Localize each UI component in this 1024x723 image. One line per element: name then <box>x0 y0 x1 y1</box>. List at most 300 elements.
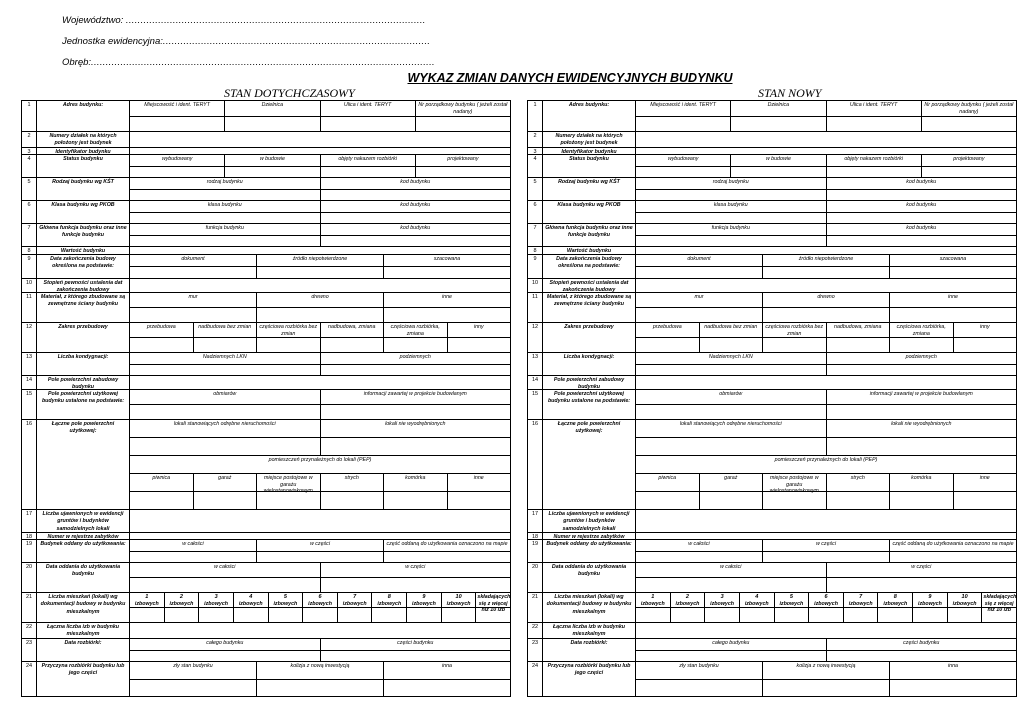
value-cell[interactable] <box>130 267 257 278</box>
left-heading: STAN DOTYCHCZASOWY <box>224 86 355 100</box>
form-row-16 <box>528 420 1016 510</box>
value-cell[interactable] <box>321 578 511 592</box>
field-caption: nadbudowa bez zmian <box>194 323 258 337</box>
value-cell[interactable] <box>130 167 225 178</box>
value-cell[interactable] <box>827 651 1017 662</box>
value-cell[interactable] <box>636 623 1016 638</box>
field-line <box>130 662 510 680</box>
value-cell[interactable] <box>384 680 510 697</box>
value-cell[interactable] <box>827 167 922 178</box>
row-number: 20 <box>22 563 37 592</box>
value-cell[interactable] <box>636 338 700 352</box>
value-cell[interactable] <box>130 623 510 638</box>
field-caption: nadbudowa, zmiana <box>827 323 891 337</box>
value-cell[interactable] <box>384 308 510 322</box>
field-caption: w całości <box>130 540 257 551</box>
field-caption: Ulica i ident. TERYT <box>827 101 922 116</box>
value-cell[interactable] <box>636 680 763 697</box>
value-cell[interactable] <box>372 608 407 622</box>
row-label: Adres budynku: <box>37 101 130 131</box>
field-caption: drewno <box>763 293 890 307</box>
field-line <box>130 279 510 292</box>
field-line <box>636 178 1016 190</box>
row-number: 21 <box>22 593 37 622</box>
field-caption: rodzaj budynku <box>130 178 321 189</box>
value-cell[interactable] <box>321 167 416 178</box>
field-caption: lokali nie wyodrębnionych <box>385 421 446 427</box>
header-block <box>62 14 435 77</box>
value-cell[interactable] <box>130 552 257 563</box>
value-cell[interactable] <box>809 608 844 622</box>
form-row-20 <box>528 563 1016 593</box>
field-line <box>636 255 1016 267</box>
value-cell[interactable] <box>636 578 827 592</box>
row-number: 8 <box>528 247 543 254</box>
form-row-11 <box>528 293 1016 323</box>
field-line <box>636 474 1016 495</box>
row-fields <box>636 201 1016 223</box>
value-cell[interactable] <box>636 190 827 201</box>
field-caption: 8 izbowych <box>372 593 407 607</box>
field-caption: informacji zawartej w projekcie budowlanym <box>363 391 467 397</box>
field-line <box>130 680 510 697</box>
value-cell[interactable] <box>636 236 827 247</box>
row-number: 12 <box>528 323 543 352</box>
value-cell[interactable] <box>982 608 1016 622</box>
form-row-8 <box>22 247 510 255</box>
value-cell[interactable] <box>922 167 1016 178</box>
value-cell[interactable] <box>763 267 890 278</box>
value-cell[interactable] <box>636 167 731 178</box>
row-fields <box>636 155 1016 177</box>
form-row-15 <box>528 390 1016 420</box>
value-cell[interactable] <box>130 438 321 455</box>
row-fields <box>636 101 1016 131</box>
row-label: Przyczyna rozbiórki budynku lub jego części <box>543 662 636 696</box>
field-line <box>130 167 510 178</box>
row-label: Wartość budynku <box>543 247 636 254</box>
value-cell[interactable] <box>130 148 510 154</box>
field-line <box>130 190 510 201</box>
value-cell[interactable] <box>416 167 510 178</box>
field-caption: objęty nakazem rozbiórki <box>321 155 416 166</box>
row-fields <box>130 420 510 509</box>
value-cell[interactable] <box>636 132 1016 147</box>
field-caption: garaż <box>700 474 764 491</box>
value-cell[interactable] <box>130 190 321 201</box>
field-caption: garaż <box>194 474 258 491</box>
field-caption: mur <box>130 293 257 307</box>
field-caption: projektowany <box>953 156 985 162</box>
field-line <box>636 267 1016 278</box>
row-fields <box>636 593 1016 622</box>
row-number: 2 <box>22 132 37 147</box>
value-cell[interactable] <box>913 608 948 622</box>
value-cell[interactable] <box>890 680 1016 697</box>
value-cell[interactable] <box>448 338 511 352</box>
field-caption: piwnica <box>130 474 194 491</box>
value-cell[interactable] <box>636 510 1016 532</box>
value-cell[interactable] <box>384 552 510 563</box>
value-cell[interactable] <box>922 117 1016 132</box>
value-cell[interactable] <box>636 148 1016 154</box>
row-fields <box>636 323 1016 352</box>
value-cell[interactable] <box>636 279 1016 292</box>
row-label: Numer w rejestrze zabytków <box>37 533 130 539</box>
row-label: Numery działek na których położony jest budynek <box>543 132 636 147</box>
value-cell[interactable] <box>130 578 321 592</box>
value-cell[interactable] <box>448 492 511 509</box>
value-cell[interactable] <box>130 608 165 622</box>
field-line <box>130 247 510 254</box>
value-cell[interactable] <box>827 213 1017 224</box>
field-caption: część oddaną do użytkowania oznaczono na mapie <box>892 541 1014 547</box>
row-label: Rodzaj budynku wg KŚT <box>37 178 130 200</box>
value-cell[interactable] <box>442 608 477 622</box>
value-cell[interactable] <box>130 117 225 132</box>
value-cell[interactable] <box>130 279 510 292</box>
wojewodztwo-line: Województwo: ...................................................................................................... <box>62 15 426 26</box>
field-caption: Miejscowość i ident. TERYT <box>130 101 225 116</box>
right-heading: STAN NOWY <box>758 86 822 100</box>
value-cell[interactable] <box>890 267 1016 278</box>
row-label: Główna funkcja budynku oraz inne funkcje budynku <box>37 224 130 246</box>
value-cell[interactable] <box>827 438 1017 455</box>
field-line <box>636 623 1016 638</box>
row-number: 4 <box>528 155 543 177</box>
form-row-3 <box>528 148 1016 155</box>
field-line <box>130 456 510 474</box>
row-number: 20 <box>528 563 543 592</box>
field-caption: 7 izbowych <box>844 593 879 607</box>
jednostka-line: Jednostka ewidencyjna:........................................................................................... <box>62 36 431 47</box>
value-cell[interactable] <box>130 338 194 352</box>
form-row-15 <box>22 390 510 420</box>
field-caption: strych <box>827 474 891 491</box>
row-number: 23 <box>528 639 543 661</box>
value-cell[interactable] <box>827 492 891 509</box>
form-row-3 <box>22 148 510 155</box>
value-cell[interactable] <box>130 533 510 539</box>
field-caption: informacji zawartej w projekcie budowlanym <box>869 391 973 397</box>
field-caption: nadbudowa bez zmian <box>700 323 764 337</box>
value-cell[interactable] <box>827 117 922 132</box>
row-fields <box>130 224 510 246</box>
value-cell[interactable] <box>636 438 827 455</box>
field-line <box>636 552 1016 563</box>
field-caption: podziemnych <box>399 354 431 360</box>
value-cell[interactable] <box>384 267 510 278</box>
value-cell[interactable] <box>225 117 320 132</box>
row-fields <box>636 353 1016 375</box>
row-label: Stopień pewności ustalenia dat zakończenia budowy <box>37 279 130 292</box>
value-cell[interactable] <box>636 267 763 278</box>
field-line <box>130 155 510 167</box>
value-cell[interactable] <box>130 510 510 532</box>
value-cell[interactable] <box>636 405 827 419</box>
row-fields <box>636 563 1016 592</box>
field-caption: szacowana <box>433 256 461 262</box>
field-caption: 4 izbowych <box>740 593 775 607</box>
row-fields <box>130 101 510 131</box>
value-cell[interactable] <box>636 308 763 322</box>
value-cell[interactable] <box>194 338 258 352</box>
field-caption: składających się z więcej niż 10 izb <box>983 594 1017 614</box>
value-cell[interactable] <box>130 236 321 247</box>
value-cell[interactable] <box>269 608 304 622</box>
row-label: Klasa budynku wg PKOB <box>543 201 636 223</box>
value-cell[interactable] <box>827 236 1017 247</box>
form-row-14 <box>528 376 1016 390</box>
form-row-5 <box>528 178 1016 201</box>
form-row-23 <box>528 639 1016 662</box>
value-cell[interactable] <box>890 492 954 509</box>
value-cell[interactable] <box>321 236 511 247</box>
value-cell[interactable] <box>763 338 827 352</box>
row-fields <box>130 563 510 592</box>
value-cell[interactable] <box>384 492 448 509</box>
field-caption: 10 izbowych <box>442 593 477 607</box>
form-row-19 <box>22 540 510 563</box>
field-caption: w części <box>257 540 384 551</box>
form-row-19 <box>528 540 1016 563</box>
row-number: 1 <box>22 101 37 131</box>
row-label: Identyfikator budynku <box>543 148 636 154</box>
field-line <box>130 376 510 389</box>
form-row-13 <box>528 353 1016 376</box>
value-cell[interactable] <box>890 552 1016 563</box>
value-cell[interactable] <box>257 267 384 278</box>
value-cell[interactable] <box>636 365 827 376</box>
value-cell[interactable] <box>731 117 826 132</box>
value-cell[interactable] <box>763 552 890 563</box>
row-label: Główna funkcja budynku oraz inne funkcje budynku <box>543 224 636 246</box>
row-label: Rodzaj budynku wg KŚT <box>543 178 636 200</box>
value-cell[interactable] <box>636 376 1016 389</box>
form-stan-dotychczasowy <box>21 100 511 697</box>
row-number: 11 <box>528 293 543 322</box>
value-cell[interactable] <box>763 308 890 322</box>
form-row-12 <box>22 323 510 353</box>
row-number: 3 <box>528 148 543 154</box>
row-fields <box>636 247 1016 254</box>
field-caption: 9 izbowych <box>913 593 948 607</box>
value-cell[interactable] <box>636 552 763 563</box>
row-number: 18 <box>22 533 37 539</box>
row-fields <box>636 639 1016 661</box>
form-row-4 <box>22 155 510 178</box>
row-label: Data oddania do użytkowania budynku <box>37 563 130 592</box>
field-line <box>130 390 510 405</box>
value-cell[interactable] <box>636 608 671 622</box>
value-cell[interactable] <box>827 405 1017 419</box>
value-cell[interactable] <box>700 492 764 509</box>
value-cell[interactable] <box>130 680 257 697</box>
value-cell[interactable] <box>636 117 731 132</box>
value-cell[interactable] <box>257 680 384 697</box>
value-cell[interactable] <box>257 338 321 352</box>
value-cell[interactable] <box>948 608 983 622</box>
value-cell[interactable] <box>321 492 385 509</box>
value-cell[interactable] <box>199 608 234 622</box>
row-fields <box>130 178 510 200</box>
form-row-23 <box>22 639 510 662</box>
field-line <box>636 390 1016 405</box>
value-cell[interactable] <box>827 338 891 352</box>
value-cell[interactable] <box>321 213 511 224</box>
value-cell[interactable] <box>165 608 200 622</box>
value-cell[interactable] <box>636 247 1016 254</box>
field-line <box>130 101 510 117</box>
field-caption: zły stan budynku <box>130 662 257 679</box>
value-cell[interactable] <box>407 608 442 622</box>
field-caption: 2 izbowych <box>671 593 706 607</box>
field-caption: 9 izbowych <box>407 593 442 607</box>
value-cell[interactable] <box>257 492 321 509</box>
row-number: 2 <box>528 132 543 147</box>
value-cell[interactable] <box>321 405 511 419</box>
value-cell[interactable] <box>827 190 1017 201</box>
field-caption: inne <box>473 475 484 481</box>
value-cell[interactable] <box>954 492 1017 509</box>
value-cell[interactable] <box>890 338 954 352</box>
value-cell[interactable] <box>130 376 510 389</box>
row-number: 16 <box>22 420 37 509</box>
row-fields <box>636 178 1016 200</box>
value-cell[interactable] <box>763 680 890 697</box>
field-caption: pomieszczeń przynależnych do lokali (PEP) <box>774 457 878 463</box>
field-line <box>636 456 1016 474</box>
form-row-10 <box>528 279 1016 293</box>
value-cell[interactable] <box>225 167 320 178</box>
form-row-9 <box>22 255 510 279</box>
value-cell[interactable] <box>130 247 510 254</box>
row-label: Pole powierzchni zabudowy budynku <box>37 376 130 389</box>
row-label: Łączne pole powierzchni użytkowej: <box>37 420 130 509</box>
field-caption: Ulica i ident. TERYT <box>321 101 416 116</box>
field-line <box>636 593 1017 614</box>
value-cell[interactable] <box>384 338 448 352</box>
field-caption: kod budynku <box>906 179 937 185</box>
row-fields <box>636 293 1016 322</box>
field-caption: przebudowa <box>636 323 700 337</box>
row-label: Data zakończenia budowy określona na podstawie: <box>37 255 130 278</box>
row-number: 5 <box>22 178 37 200</box>
value-cell[interactable] <box>303 608 338 622</box>
row-number: 14 <box>22 376 37 389</box>
form-row-2 <box>528 132 1016 148</box>
value-cell[interactable] <box>130 651 321 662</box>
field-caption: 3 izbowych <box>199 593 234 607</box>
value-cell[interactable] <box>827 578 1017 592</box>
value-cell[interactable] <box>636 213 827 224</box>
document-title: WYKAZ ZMIAN DANYCH EWIDENCYJNYCH BUDYNKU <box>407 71 733 85</box>
field-caption: 10 izbowych <box>948 593 983 607</box>
value-cell[interactable] <box>321 117 416 132</box>
row-number: 13 <box>22 353 37 375</box>
value-cell[interactable] <box>731 167 826 178</box>
value-cell[interactable] <box>671 608 706 622</box>
field-caption: lokali stanowiących odrębne nieruchomości <box>130 420 321 437</box>
row-fields <box>130 533 510 539</box>
field-caption: inne <box>979 475 990 481</box>
row-number: 17 <box>528 510 543 532</box>
form-row-17 <box>22 510 510 533</box>
value-cell[interactable] <box>775 608 810 622</box>
value-cell[interactable] <box>321 651 511 662</box>
row-label: Numery działek na których położony jest budynek <box>37 132 130 147</box>
value-cell[interactable] <box>844 608 879 622</box>
row-number: 11 <box>22 293 37 322</box>
row-label: Liczba kondygnacji: <box>543 353 636 375</box>
row-number: 6 <box>528 201 543 223</box>
field-line <box>130 267 510 278</box>
value-cell[interactable] <box>416 117 510 132</box>
row-number: 9 <box>528 255 543 278</box>
value-cell[interactable] <box>321 365 511 376</box>
field-line <box>636 224 1016 236</box>
row-fields <box>636 148 1016 154</box>
field-caption: Nr porządkowy budynku ( jeżeli został nadany) <box>418 102 508 115</box>
row-label: Stopień pewności ustalenia dat zakończenia budowy <box>543 279 636 292</box>
value-cell[interactable] <box>257 552 384 563</box>
value-cell[interactable] <box>636 651 827 662</box>
field-line <box>636 438 1016 456</box>
value-cell[interactable] <box>890 308 1016 322</box>
row-fields <box>130 623 510 638</box>
value-cell[interactable] <box>130 213 321 224</box>
value-cell[interactable] <box>194 492 258 509</box>
field-line <box>130 608 510 622</box>
value-cell[interactable] <box>705 608 740 622</box>
row-number: 19 <box>528 540 543 562</box>
field-caption: kod budynku <box>906 225 937 231</box>
value-cell[interactable] <box>636 533 1016 539</box>
field-caption: 1 izbowych <box>636 593 671 607</box>
value-cell[interactable] <box>954 338 1017 352</box>
value-cell[interactable] <box>234 608 269 622</box>
field-caption: inny <box>473 324 484 330</box>
row-number: 10 <box>22 279 37 292</box>
value-cell[interactable] <box>130 132 510 147</box>
form-row-13 <box>22 353 510 376</box>
field-line <box>130 563 510 578</box>
row-number: 16 <box>528 420 543 509</box>
field-line <box>636 117 1016 132</box>
value-cell[interactable] <box>740 608 775 622</box>
row-fields <box>130 279 510 292</box>
value-cell[interactable] <box>636 492 700 509</box>
value-cell[interactable] <box>130 492 194 509</box>
value-cell[interactable] <box>321 438 511 455</box>
value-cell[interactable] <box>130 405 321 419</box>
value-cell[interactable] <box>321 190 511 201</box>
value-cell[interactable] <box>257 308 384 322</box>
value-cell[interactable] <box>338 608 373 622</box>
field-caption: Nadziemnych LKN <box>636 353 827 364</box>
value-cell[interactable] <box>827 365 1017 376</box>
form-row-6 <box>528 201 1016 224</box>
field-caption: lokali nie wyodrębnionych <box>891 421 952 427</box>
value-cell[interactable] <box>476 608 510 622</box>
value-cell[interactable] <box>130 365 321 376</box>
value-cell[interactable] <box>700 338 764 352</box>
field-caption: podziemnych <box>905 354 937 360</box>
value-cell[interactable] <box>878 608 913 622</box>
value-cell[interactable] <box>130 308 257 322</box>
value-cell[interactable] <box>763 492 827 509</box>
value-cell[interactable] <box>321 338 385 352</box>
